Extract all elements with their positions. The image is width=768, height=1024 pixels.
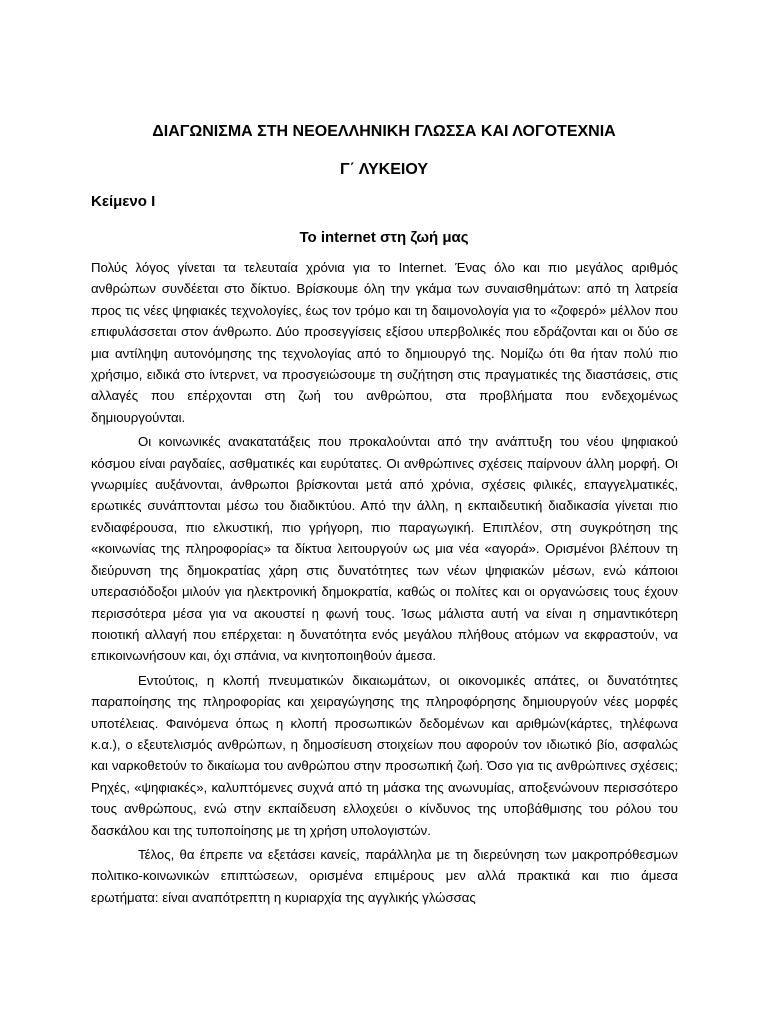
paragraph-4: Τέλος, θα έπρεπε να εξετάσει κανείς, παράλληλα με τη διερεύνηση των μακροπρόθεσμων πολιτικο-κοινωνικών επιπτώσεων, ορισμένα επιμέρους μεν αλλά πρακτικά και πιο άμεσα ερωτήματα: είναι αναπότρεπτη η κυριαρχία της αγγλικής γλώσσας xyxy=(91,846,678,905)
document-title: ΔΙΑΓΩΝΙΣΜΑ ΣΤΗ ΝΕΟΕΛΛΗΝΙΚΗ ΓΛΩΣΣΑ ΚΑΙ ΛΟΓΟΤΕΧΝΙΑ xyxy=(152,123,616,140)
paragraph-3: Εντούτοις, η κλοπή πνευματικών δικαιωμάτων, οι οικονομικές απάτες, οι δυνατότητες παραποίησης της πληροφορίας και χειραγώγησης της πληροφόρησης δημιουργούν νέες μορφές υποτέλειας. Φαινόμενα όπως η κλοπή προσωπικών δεδομένων και αριθμών(κάρτες, τηλέφωνα κ.α.), ο εξευτελισμός ανθρώπων, η δημοσίευση στοιχείων που αφορούν τον ιδιωτικό βίο, ασφαλώς και ναρκοθετούν το δικαίωμα του ανθρώπου στην προσωπική ζωή. Όσο για τις ανθρώπινες σχέσεις; Ρηχές, «ψηφιακές», καλυπτόμενες συχνά από τη μάσκα της ανωνυμίας, αποξενώνουν περισσότερο τους ανθρώπους, ενώ στην εκπαίδευση ελλοχεύει ο κίνδυνος της υποβάθμισης του ρόλου του δασκάλου και της τυποποίησης με τη χρήση υπολογιστών. xyxy=(91,672,678,838)
paragraph-1: Πολύς λόγος γίνεται τα τελευταία χρόνια για το Internet. Ένας όλο και πιο μεγάλος αριθμός ανθρώπων συνδέεται στο δίκτυο. Βρίσκουμε όλη την γκάμα των συναισθημάτων: από τη λατρεία προς τις νέες ψηφιακές τεχνολογίες, έως τον τρόμο και τη δαιμονολογία για το «ζοφερό» μέλλον που επιφυλάσσεται στον άνθρωπο. Δύο προσεγγίσεις εξίσου υπερβολικές που εδράζονται και οι δύο σε μια αντίληψη αυτονόμησης της τεχνολογίας από το δημιουργό της. Νομίζω ότι θα ήταν πολύ πιο χρήσιμο, ειδικά στο ίντερνετ, να προσγειώσουμε τη συζήτηση στις πραγματικές της διαστάσεις, στις αλλαγές που επέρχονται στη ζωή του ανθρώπου, στα προβλήματα που ενδεχομένως δημιουργούνται. xyxy=(91,260,678,425)
document-subtitle: Γ΄ ΛΥΚΕΙΟΥ xyxy=(339,161,429,178)
body-text xyxy=(91,257,678,911)
section-label: Κείμενο Ι xyxy=(91,193,156,210)
text-title: Το internet στη ζωή μας xyxy=(299,229,469,246)
paragraph-2: Οι κοινωνικές ανακατατάξεις που προκαλούνται από την ανάπτυξη του νέου ψηφιακού κόσμου είναι ραγδαίες, ασθματικές και ευρύτατες. Οι ανθρώπινες σχέσεις παίρνουν άλλη μορφή. Οι γνωριμίες αυξάνονται, άνθρωποι βρίσκονται μετά από χρόνια, σχέσεις φιλικές, επαγγελματικές, ερωτικές συνάπτονται μέσω του διαδικτύου. Από την άλλη, η εκπαιδευτική διαδικασία γίνεται πιο ενδιαφέρουσα, πιο ελκυστική, πιο γρήγορη, πιο παραγωγική. Επιπλέον, στη συγκρότηση της «κοινωνίας της πληροφορίας» τα δίκτυα λειτουργούν ως μια νέα «αγορά». Ορισμένοι βλέπουν τη διεύρυνση της δημοκρατίας χάρη στις δυνατότητες των νέων ψηφιακών μέσων, ενώ κάποιοι υπερασιόδοξοι μιλούν για ηλεκτρονική δημοκρατία, καθώς οι πολίτες και οι οργανώσεις τους έχουν περισσότερα μέσα για να ακουστεί η φωνή τους. Ίσως μάλιστα αυτή να είναι η σημαντικότερη ποιοτική αλλαγή που επέρχεται: η δυνατότητα ενός μεγάλου πλήθους ατόμων να εκφραστούν, να επικοινωνήσουν και, όχι σπάνια, να κινητοποιηθούν άμεσα. xyxy=(91,434,678,664)
